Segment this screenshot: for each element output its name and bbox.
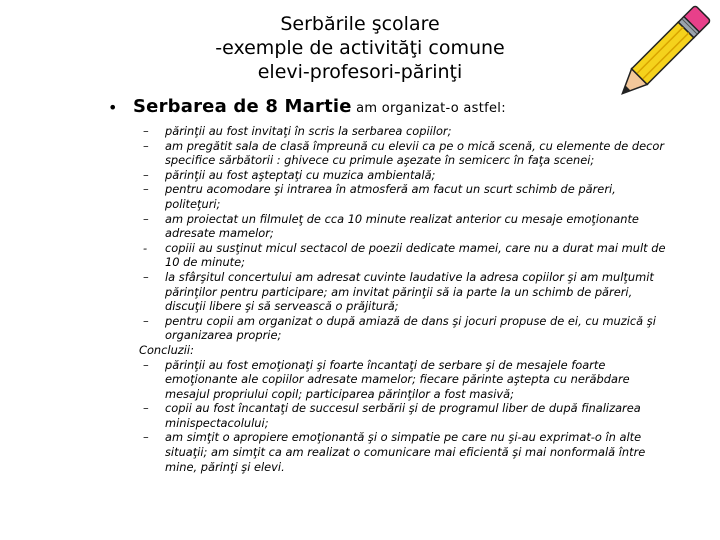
list-item xyxy=(143,124,673,139)
list-item xyxy=(143,212,673,241)
section-heading-rest: am organizat-o astfel: xyxy=(351,101,506,116)
list-item-text: am pregătit sala de clasă împreună cu elevii ca pe o mică scenă, cu elemente de decor specifice sărbătorii : ghivece cu primule aşezate în semicerc în faţa scenei; xyxy=(165,138,665,168)
list-item xyxy=(143,270,673,314)
section-heading-bold: Serbarea de 8 Martie xyxy=(133,96,352,117)
activity-list xyxy=(143,124,673,343)
list-item-text: părinţii au fost invitaţi în scris la serbarea copiilor; xyxy=(165,124,452,138)
list-item xyxy=(143,182,673,211)
list-dash: – xyxy=(143,167,149,182)
title-line-1: Serbările şcolare xyxy=(280,13,440,35)
list-item-text: pentru copii am organizat o după amiază de dans şi jocuri propuse de ei, cu muzică şi organizarea proprie; xyxy=(165,313,656,343)
list-dash: – xyxy=(143,269,149,284)
list-item-text: am proiectat un filmuleţ de cca 10 minute realizat anterior cu mesaje emoţionante adresate mamelor; xyxy=(165,211,639,241)
list-dash: - xyxy=(143,240,148,255)
list-item-text: copii au fost încantaţi de succesul serbării şi de programul liber de după finalizarea minispectacolului; xyxy=(165,401,641,430)
list-item-text: pentru acomodare şi intrarea în atmosferă am facut un scurt schimb de păreri, politeţuri; xyxy=(165,182,616,211)
list-dash: – xyxy=(143,211,149,226)
list-item xyxy=(143,358,673,402)
list-item xyxy=(143,139,673,168)
list-item xyxy=(143,241,673,270)
list-item xyxy=(143,430,673,474)
list-item-text: copiii au susţinut micul sectacol de poezii dedicate mamei, care nu a durat mai mult de 10 de minute; xyxy=(165,240,666,270)
list-dash: – xyxy=(143,313,149,328)
conclusions-label: Concluzii: xyxy=(139,342,194,357)
list-item xyxy=(143,314,673,343)
list-dash: – xyxy=(143,401,149,416)
list-item-text: părinţii au fost emoţionaţi şi foarte încantaţi de serbare şi de mesajele foarte emoţionante ale copiilor adresate mamelor; fiecare părinte aştepta cu nerăbdare mesajul propriului copil; participarea părinţilor a fost masivă; xyxy=(165,357,630,401)
list-item-text: la sfârşitul concertului am adresat cuvinte laudative la adresa copiilor şi am mulţumit părinţilor pentru participare; am invitat părinţii să ia parte la un schimb de păreri, discuţii libere şi să servească o prăjitură; xyxy=(165,269,654,314)
conclusions-list xyxy=(143,358,673,475)
pencil-icon xyxy=(598,0,716,118)
list-dash: – xyxy=(143,138,149,153)
list-dash: – xyxy=(143,182,149,197)
list-item-text: părinţii au fost aşteptaţi cu muzica ambientală; xyxy=(165,167,436,182)
activity-content xyxy=(139,124,673,474)
title-line-2: -exemple de activităţi comune xyxy=(215,37,505,59)
list-dash: – xyxy=(143,357,149,372)
list-item xyxy=(143,401,673,430)
section-heading xyxy=(133,96,506,117)
title-line-3: elevi-profesori-părinţi xyxy=(257,61,463,83)
list-item-text: am simţit o apropiere emoţionantă şi o simpatie pe care nu şi-au exprimat-o în alte situaţii; am simţit ca am realizat o comunicare mai eficientă şi mai nonformală între mine, părinţi şi elevi. xyxy=(165,430,646,474)
list-dash: – xyxy=(143,430,149,445)
section-bullet: • xyxy=(108,98,118,117)
list-item xyxy=(143,168,673,183)
list-dash: – xyxy=(143,124,149,138)
